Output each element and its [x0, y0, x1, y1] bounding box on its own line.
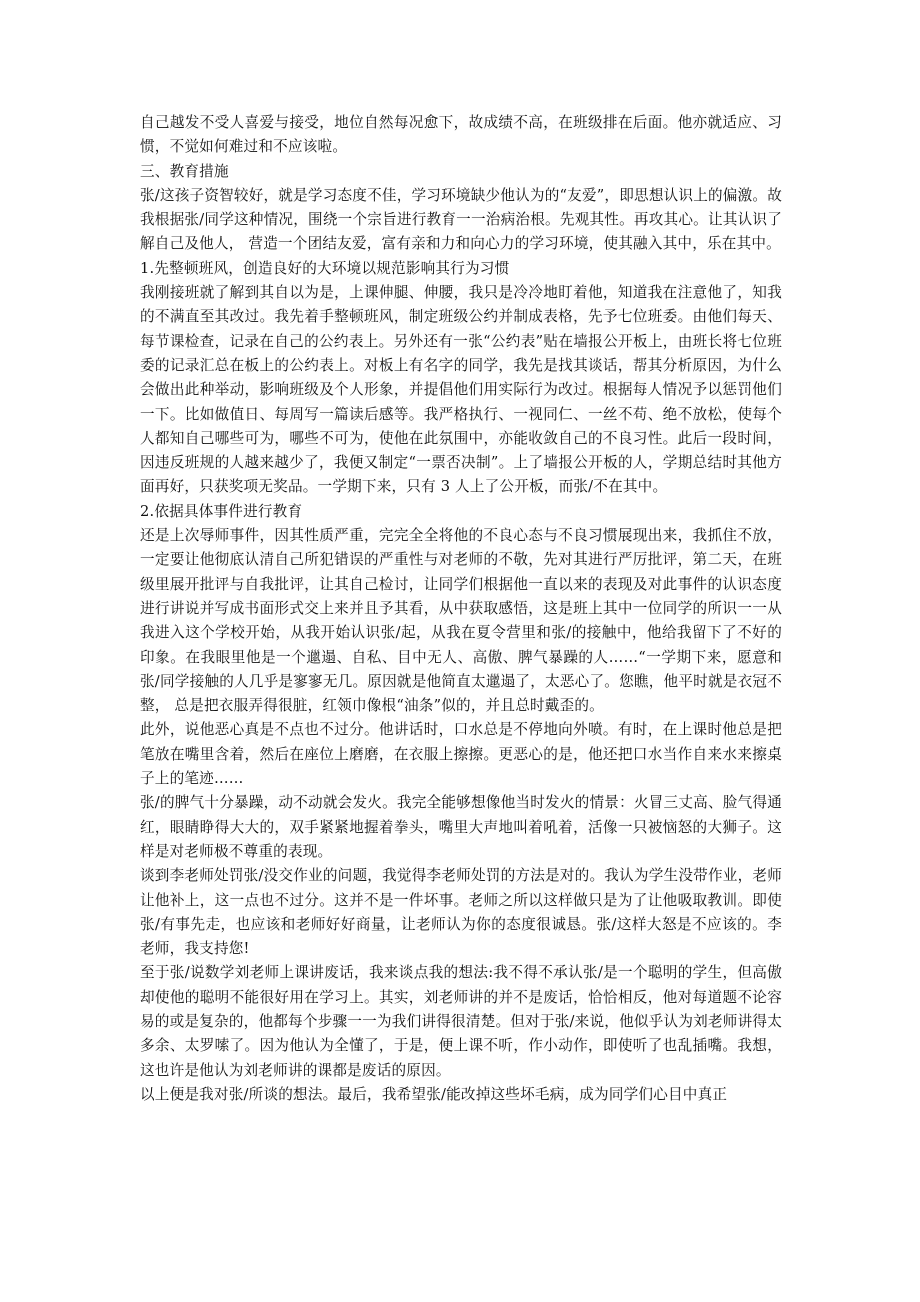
subheading-class-discipline: 1.先整顿班风，创造良好的大环境以规范影响其行为习惯: [140, 259, 510, 277]
paragraph-overview: 张/这孩子资智较好，就是学习态度不佳，学习环境缺少他认为的“友爱”，即思想认识上的偏激。故我根据张/同学这种情况，围绕一个宗旨进行教育一一治病治根。先观其性。再攻其心。让其认识了解自己及他人， 营造一个团结友爱，富有亲和力和向心力的学习环境，使其融入其中，乐在其中。: [140, 186, 782, 253]
section-heading-education-measures: 三、教育措施: [140, 162, 229, 180]
paragraph-class-discipline: 我刚接班就了解到其自以为是，上课伸腿、伸腰，我只是冷冷地盯着他，知道我在注意他了，知我的不满直至其改过。我先着手整顿班风，制定班级公约并制成表格，先予七位班委。由他们每天、每节课检查，记录在自己的公约表上。另外还有一张“公约表”贴在墙报公开板上，由班长将七位班委的记录汇总在板上的公约表上。对板上有名字的同学，我先是找其谈话，帮其分析原因，为什么会做出此种举动，影响班级及个人形象，并提倡他们用实际行为改过。根据每人情况予以惩罚他们一下。比如做值日、每周写一篇读后感等。我严格执行、一视同仁、一丝不苟、绝不放松，使每个人都知自己哪些可为，哪些不可为，使他在此氛围中，亦能收敛自己的不良习性。此后一段时间，因违反班规的人越来越少了，我便又制定“一票否决制”。上了墙报公开板的人，学期总结时其他方面再好，只获奖项无奖品。一学期下来，只有 3 人上了公开板，而张/不在其中。: [140, 284, 782, 496]
paragraph-homework-issue: 谈到李老师处罚张/没交作业的问题，我觉得李老师处罚的方法是对的。我认为学生没带作业，老师让他补上，这一点也不过分。这并不是一件坏事。老师之所以这样做只是为了让他吸取教训。即使张/有事先走，也应该和老师好好商量，让老师认为你的态度很诚恳。张/这样大怒是不应该的。李老师，我支持您!: [140, 867, 782, 958]
subheading-specific-events: 2.依据具体事件进行教育: [140, 502, 303, 520]
paragraph-hygiene: 此外，说他恶心真是不点也不过分。他讲话时，口水总是不停地向外喷。有时，在上课时他总是把笔放在嘴里含着，然后在座位上磨磨，在衣服上擦擦。更恶心的是，他还把口水当作自来水来擦桌子上的笔迹……: [140, 721, 782, 788]
paragraph-math-teacher: 至于张/说数学刘老师上课讲废话，我来谈点我的想法:我不得不承认张/是一个聪明的学生，但高傲却使他的聪明不能很好用在学习上。其实，刘老师讲的并不是废话，恰恰相反，他对每道题不论容易的或是复杂的，他都每个步骤一一为我们讲得很清楚。但对于张/来说，他似乎认为刘老师讲得太多余、太罗嗦了。因为他认为全懂了，于是，便上课不听，作小动作，即使听了也乱插嘴。我想，这也许是他认为刘老师讲的课都是废话的原因。: [140, 964, 782, 1079]
paragraph-incident: 还是上次辱师事件，因其性质严重，完完全全将他的不良心态与不良习惯展现出来，我抓住不放，一定要让他彻底认清自己所犯错误的严重性与对老师的不敬，先对其进行严厉批评，第二天，在班级里展开批评与自我批评，让其自己检讨，让同学们根据他一直以来的表现及对此事件的认识态度进行讲说并写成书面形式交上来并且予其看，从中获取感悟，这是班上其中一位同学的所识一一从我进入这个学校开始，从我开始认识张/起，从我在夏令营里和张/的接触中，他给我留下了不好的印象。在我眼里他是一个邋遢、自私、目中无人、高傲、脾气暴躁的人……“一学期下来，愿意和张/同学接触的人几乎是寥寥无几。原因就是他简直太邋遢了，太恶心了。您瞧，他平时就是衣冠不整， 总是把衣服弄得很脏，红领巾像根“油条”似的，并且总时戴歪的。: [140, 527, 782, 715]
paragraph-intro-continuation: 自己越发不受人喜爱与接受，地位自然每况愈下，故成绩不高，在班级排在后面。他亦就适应、习惯，不觉如何难过和不应该啦。: [140, 114, 782, 156]
paragraph-conclusion: 以上便是我对张/所谈的想法。最后，我希望张/能改掉这些坏毛病，成为同学们心目中真正: [140, 1085, 728, 1103]
paragraph-temper: 张/的脾气十分暴躁，动不动就会发火。我完全能够想像他当时发火的情景：火冒三丈高、脸气得通红，眼睛睁得大大的，双手紧紧地握着拳头，嘴里大声地叫着吼着，活像一只被恼怒的大狮子。这样是对老师极不尊重的表现。: [140, 794, 782, 860]
document-body: [140, 111, 782, 1107]
